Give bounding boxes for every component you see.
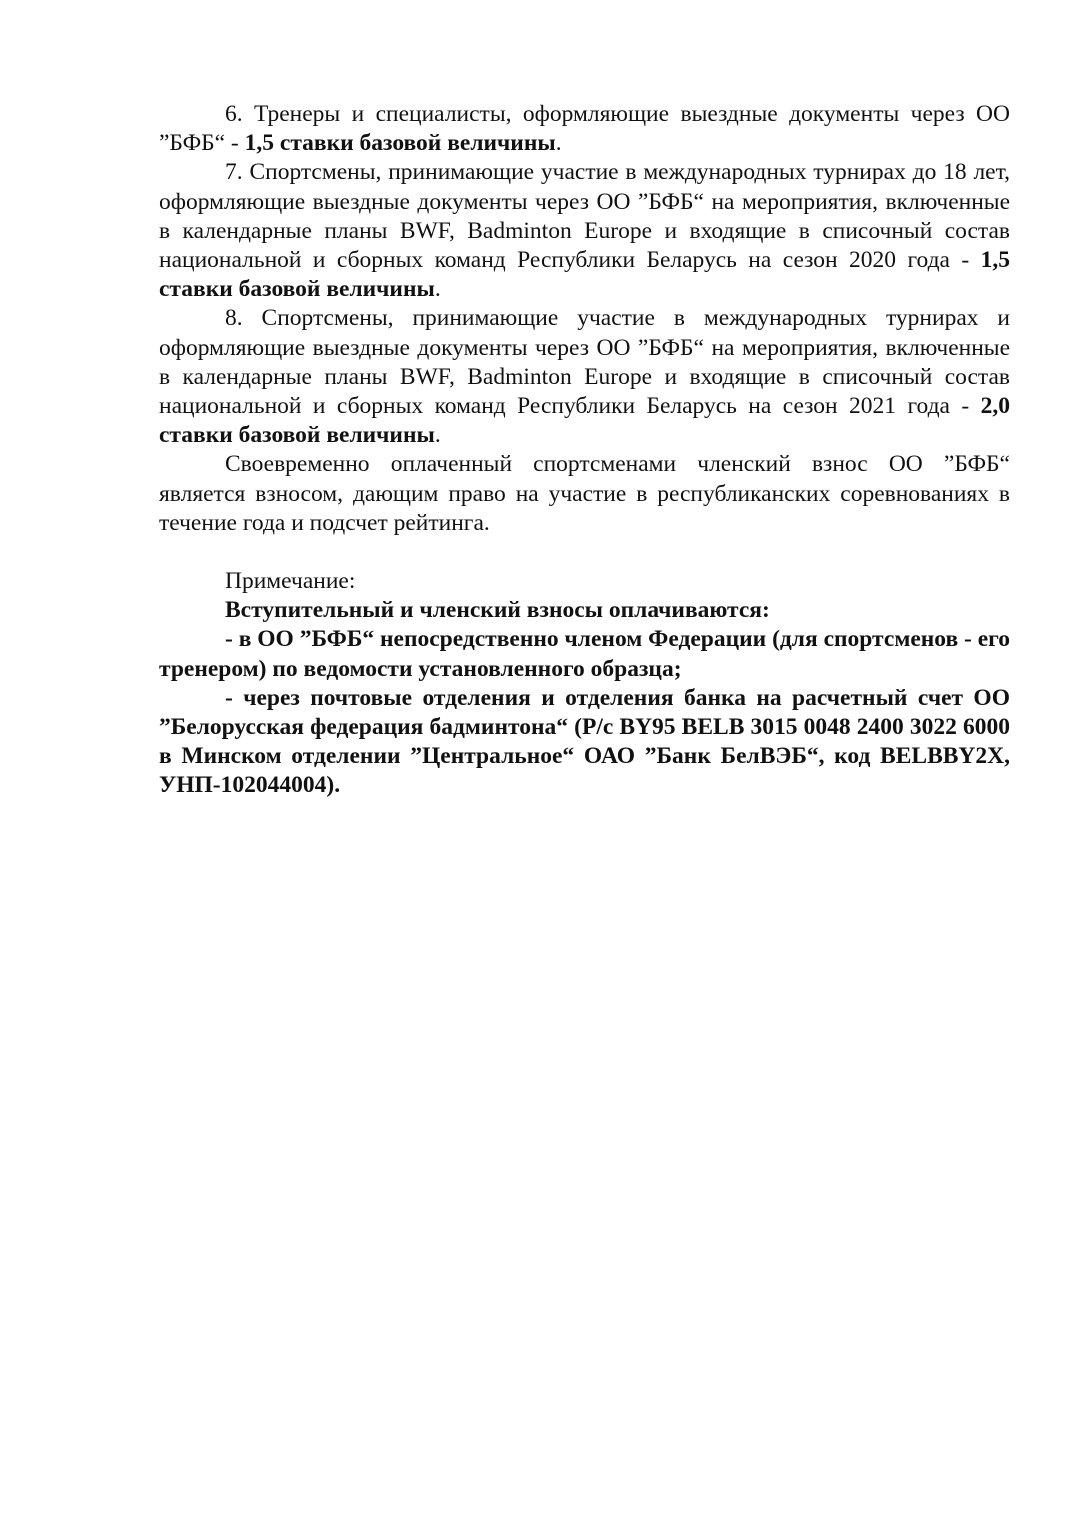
paragraph-8-end: . bbox=[434, 422, 441, 449]
paragraph-8-text: 8. Спортсмены, принимающие участие в международных турнирах и оформляющие выездные документы через ОО ”БФБ“ на мероприятия, включенные в календарные планы BWF, Badminton Europe и входящие в списочный состав национальной и сборных команд Республики Беларусь на сезон 2021 года - bbox=[159, 305, 1010, 420]
paragraph-6-text: 6. Тренеры и специалисты, оформляющие выездные документы через ОО ”БФБ“ - bbox=[159, 101, 1010, 157]
paragraph-6-end: . bbox=[555, 130, 562, 157]
paragraph-8 bbox=[159, 304, 1010, 450]
note-label: Примечание: bbox=[225, 568, 356, 595]
note-item-bank: - через почтовые отделения и отделения банка на расчетный счет ОО ”Белорусская федерация бадминтона“ (Р/с BY95 BELB 3015 0048 2400 3022 6000 в Минском отделении ”Центральное“ ОАО ”Банк БелВЭБ“, код BELBBY2X, УНП-102044004). bbox=[159, 684, 1010, 799]
paragraph-6-rate: 1,5 ставки базовой величины bbox=[244, 130, 556, 157]
paragraph-6 bbox=[159, 100, 1010, 158]
paragraph-8-rate: 2,0 ставки базовой величины bbox=[159, 393, 1010, 449]
spacer bbox=[159, 538, 1010, 567]
note-heading: Вступительный и членский взносы оплачиваются: bbox=[225, 597, 770, 624]
paragraph-timely-fee: Своевременно оплаченный спортсменами членский взнос ОО ”БФБ“ является взносом, дающим право на участие в республиканских соревнованиях в течение года и подсчет рейтинга. bbox=[159, 451, 1010, 536]
paragraph-7-end: . bbox=[434, 276, 441, 303]
document-body bbox=[159, 100, 1010, 801]
paragraph-7-text: 7. Спортсмены, принимающие участие в международных турнирах до 18 лет, оформляющие выездные документы через ОО ”БФБ“ на мероприятия, включенные в календарные планы BWF, Badminton Europe и входящие в списочный состав национальной и сборных команд Республики Беларусь на сезон 2020 года - bbox=[159, 159, 1010, 274]
note-item-federation: - в ОО ”БФБ“ непосредственно членом Федерации (для спортсменов - его тренером) по ведомости установленного образца; bbox=[159, 626, 1010, 682]
paragraph-7-rate: 1,5 ставки базовой величины bbox=[159, 247, 1010, 303]
paragraph-7 bbox=[159, 158, 1010, 304]
